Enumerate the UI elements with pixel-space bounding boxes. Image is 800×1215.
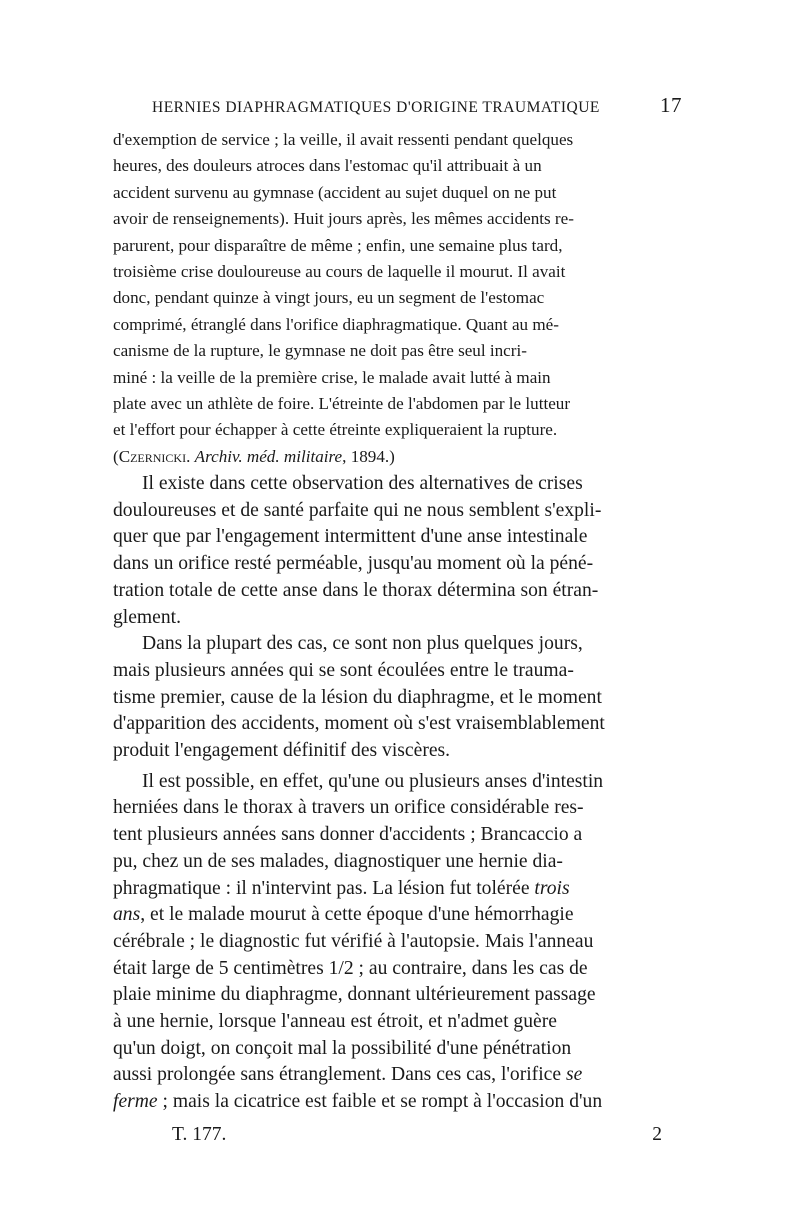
citation-journal: Archiv. méd. militaire xyxy=(194,446,343,466)
paragraph-line: mais plusieurs années qui se sont écoulées entre le trauma- xyxy=(113,659,574,681)
page-footer xyxy=(172,1124,662,1154)
observation-line: d'exemption de service ; la veille, il avait ressenti pendant quelques xyxy=(113,130,574,149)
italic-text: se xyxy=(565,1064,583,1086)
paragraph-line: quer que par l'engagement intermittent d'une anse intestinale xyxy=(113,526,588,548)
paragraph-line xyxy=(113,1089,684,1116)
paragraph-line: tration totale de cette anse dans le thorax détermina son étran- xyxy=(113,579,599,601)
observation-line: parurent, pour disparaître de même ; enfin, une semaine plus tard, xyxy=(113,235,563,255)
paragraph-line: Dans la plupart des cas, ce sont non plus quelques jours, xyxy=(142,633,583,655)
paragraph-line xyxy=(113,876,684,903)
paragraph-line: dans un orifice resté perméable, jusqu'au moment où la péné- xyxy=(113,553,594,575)
paragraph-line xyxy=(113,902,684,929)
line-text: aussi prolongée sans étranglement. Dans ces cas, l'orifice xyxy=(113,1064,566,1086)
paragraph-line: cérébrale ; le diagnostic fut vérifié à l'autopsie. Mais l'anneau xyxy=(113,930,594,952)
line-text: , et le malade mourut à cette époque d'une hémorrhagie xyxy=(140,904,574,926)
paragraph-line: Il est possible, en effet, qu'une ou plusieurs anses d'intestin xyxy=(142,770,604,792)
observation-line: donc, pendant quinze à vingt jours, eu un segment de l'estomac xyxy=(113,288,545,308)
observation-line: miné : la veille de la première crise, le malade avait lutté à main xyxy=(113,367,551,387)
citation-line xyxy=(113,444,684,470)
observation-line: plate avec un athlète de foire. L'étreinte de l'abdomen par le lutteur xyxy=(113,394,571,414)
sheet-number: 2 xyxy=(652,1124,662,1145)
paragraph-line: douloureuses et de santé parfaite qui ne nous semblent s'expli- xyxy=(113,499,602,521)
observation-line: comprimé, étranglé dans l'orifice diaphragmatique. Quant au mé- xyxy=(113,314,559,334)
paragraph-line: d'apparition des accidents, moment où s'est vraisemblablement xyxy=(113,713,605,735)
citation-rest: , 1894.) xyxy=(342,446,395,466)
observation-line: avoir de renseignements). Huit jours après, les mêmes accidents re- xyxy=(113,209,574,229)
paragraph-line: glement. xyxy=(113,606,182,628)
paragraph-line: tisme premier, cause de la lésion du diaphragme, et le moment xyxy=(113,686,602,708)
observation-line: canisme de la rupture, le gymnase ne doit pas être seul incri- xyxy=(113,341,527,361)
italic-text: ans xyxy=(113,904,141,926)
running-title: HERNIES DIAPHRAGMATIQUES D'ORIGINE TRAUMATIQUE xyxy=(152,99,600,116)
paragraph-line: plaie minime du diaphragme, donnant ultérieurement passage xyxy=(113,984,596,1006)
body-text xyxy=(113,471,684,1116)
observation-line: heures, des douleurs atroces dans l'estomac qu'il attribuait à un xyxy=(113,156,542,176)
paragraph-line: qu'un doigt, on conçoit mal la possibilité d'une pénétration xyxy=(113,1037,572,1059)
signature-mark: T. 177. xyxy=(172,1124,227,1145)
italic-text: trois xyxy=(534,877,570,899)
paragraph-line: à une hernie, lorsque l'anneau est étroit, et n'admet guère xyxy=(113,1011,557,1033)
page-number: 17 xyxy=(660,93,682,117)
observation-line: accident survenu au gymnase (accident au sujet duquel on ne put xyxy=(113,182,557,202)
observation-block xyxy=(113,127,684,470)
observation-line: et l'effort pour échapper à cette étreinte expliqueraient la rupture. xyxy=(113,420,558,440)
paragraph-line: pu, chez un de ses malades, diagnostiquer une hernie dia- xyxy=(113,850,563,872)
paragraph-line xyxy=(113,1062,684,1089)
citation-author: Czernicki. xyxy=(118,446,191,466)
paragraph-line: Il existe dans cette observation des alternatives de crises xyxy=(142,473,583,494)
citation-open: ( xyxy=(113,446,119,466)
line-text: ; mais la cicatrice est faible et se rompt à l'occasion d'un xyxy=(157,1091,603,1113)
paragraph-line: était large de 5 centimètres 1/2 ; au contraire, dans les cas de xyxy=(113,957,588,979)
running-header xyxy=(152,93,682,121)
paragraph-line: tent plusieurs années sans donner d'accidents ; Brancaccio a xyxy=(113,824,583,846)
paragraph-line: herniées dans le thorax à travers un orifice considérable res- xyxy=(113,797,584,819)
observation-line: troisième crise douloureuse au cours de laquelle il mourut. Il avait xyxy=(113,262,566,282)
line-text: phragmatique : il n'intervint pas. La lésion fut tolérée xyxy=(113,877,535,899)
italic-text: ferme xyxy=(113,1091,158,1113)
paragraph-line: produit l'engagement définitif des viscères. xyxy=(113,740,451,762)
